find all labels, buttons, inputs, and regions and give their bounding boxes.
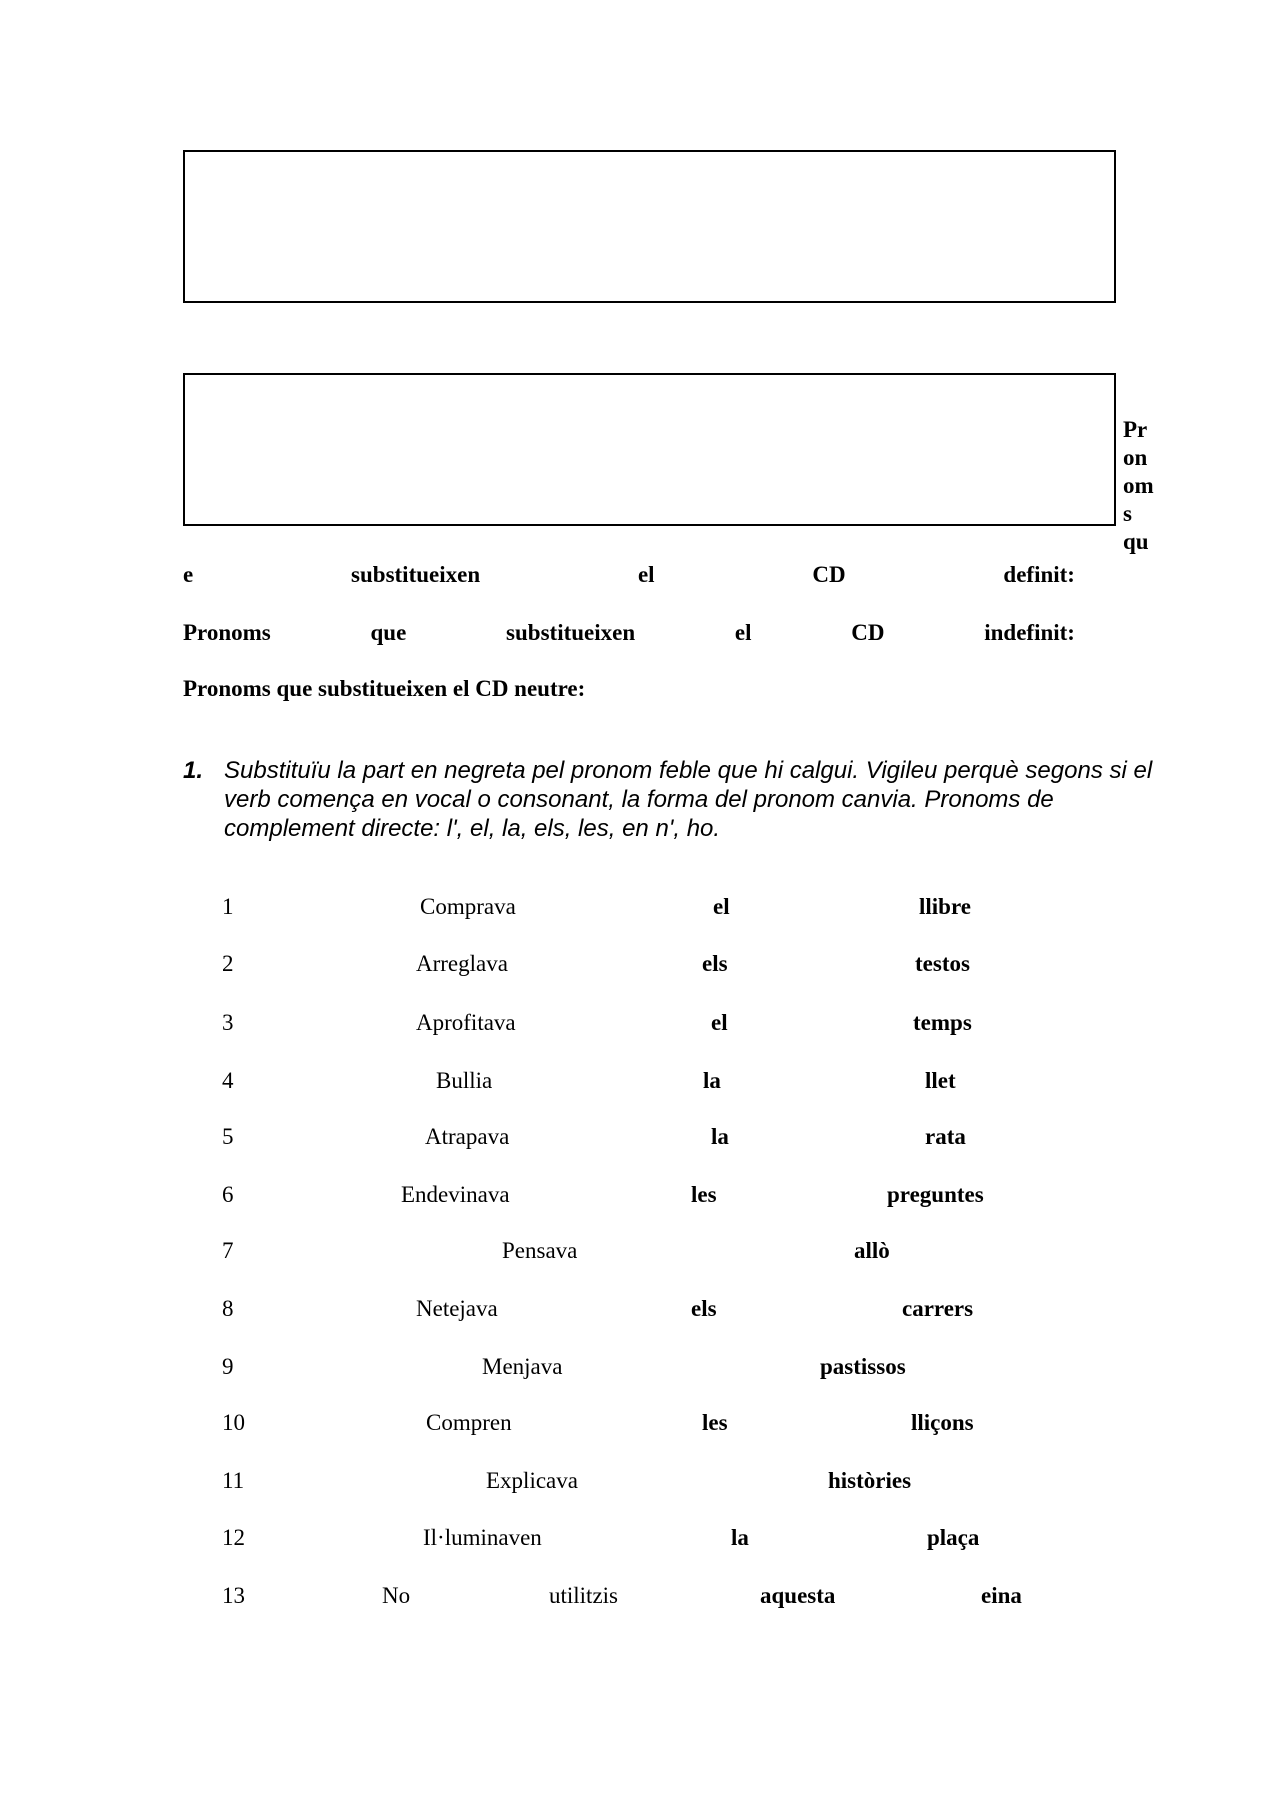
- neutre-heading: Pronoms que substitueixen el CD neutre:: [183, 676, 586, 701]
- fragment-line: s: [1123, 501, 1132, 526]
- fragment-line: on: [1123, 445, 1148, 470]
- word: CD: [812, 562, 846, 587]
- item-determiner: aquesta: [760, 1583, 836, 1608]
- item-verb: Menjava: [482, 1354, 563, 1379]
- item-determiner: la: [711, 1124, 729, 1149]
- exercise-number: 1.: [183, 757, 204, 784]
- item-verb: utilitzis: [549, 1583, 618, 1608]
- item-determiner: la: [731, 1525, 749, 1550]
- item-number: 9: [222, 1354, 234, 1379]
- item-number: 5: [222, 1124, 234, 1149]
- item-number: 12: [222, 1525, 245, 1550]
- word: definit:: [1003, 562, 1075, 587]
- item-verb: Il·luminaven: [423, 1525, 542, 1550]
- item-number: 3: [222, 1010, 234, 1035]
- item-noun: testos: [915, 951, 970, 976]
- item-noun: plaça: [927, 1525, 980, 1550]
- item-determiner: les: [691, 1182, 717, 1207]
- item-noun: pastissos: [820, 1354, 906, 1379]
- wrapped-heading-fragment: [1123, 416, 1163, 556]
- word: indefinit:: [984, 620, 1075, 645]
- fragment-line: Pr: [1123, 417, 1148, 442]
- item-verb: Comprava: [420, 894, 516, 919]
- item-determiner: els: [702, 951, 728, 976]
- item-determiner: les: [702, 1410, 728, 1435]
- item-determiner: el: [711, 1010, 728, 1035]
- item-verb: Aprofitava: [416, 1010, 516, 1035]
- word: el: [637, 562, 655, 587]
- item-number: 6: [222, 1182, 234, 1207]
- item-determiner: el: [713, 894, 730, 919]
- word: e: [183, 562, 194, 587]
- item-negation: No: [382, 1583, 411, 1608]
- fragment-line: om: [1123, 473, 1154, 498]
- item-verb: Pensava: [502, 1238, 578, 1263]
- item-number: 13: [222, 1583, 245, 1608]
- word: substitueixen: [351, 562, 481, 587]
- item-number: 11: [222, 1468, 245, 1493]
- item-noun: allò: [854, 1238, 890, 1263]
- item-noun: lliçons: [911, 1410, 974, 1435]
- item-verb: Netejava: [416, 1296, 498, 1321]
- item-verb: Endevinava: [401, 1182, 510, 1207]
- indefinit-heading: [183, 619, 1075, 647]
- item-number: 10: [222, 1410, 245, 1435]
- item-noun: històries: [828, 1468, 912, 1493]
- item-noun: llibre: [919, 894, 971, 919]
- item-verb: Explicava: [486, 1468, 578, 1493]
- item-noun: eina: [981, 1583, 1022, 1608]
- item-number: 8: [222, 1296, 234, 1321]
- item-verb: Compren: [426, 1410, 512, 1435]
- item-determiner: els: [691, 1296, 717, 1321]
- instruction-text: Substituïu la part en negreta pel pronom feble que hi calgui. Vigileu perquè segons si el verb comença en vocal o consonant, la forma del pronom canvia. Pronoms de complement directe: l', el, la, els, les, en n', ho.: [224, 757, 1153, 842]
- word: Pronoms: [183, 620, 271, 645]
- item-noun: carrers: [902, 1296, 974, 1321]
- fragment-line: qu: [1123, 529, 1149, 554]
- answer-box-2: [183, 373, 1116, 526]
- word: que: [370, 620, 407, 645]
- item-noun: temps: [913, 1010, 972, 1035]
- answer-box-1: [183, 150, 1116, 303]
- exercise-instruction: [183, 756, 1173, 843]
- item-noun: rata: [925, 1124, 966, 1149]
- definit-heading: [183, 561, 1075, 589]
- item-noun: preguntes: [887, 1182, 984, 1207]
- item-verb: Atrapava: [425, 1124, 510, 1149]
- item-noun: llet: [925, 1068, 956, 1093]
- word: substitueixen: [506, 620, 636, 645]
- word: el: [734, 620, 752, 645]
- item-determiner: la: [703, 1068, 721, 1093]
- item-number: 4: [222, 1068, 234, 1093]
- item-verb: Arreglava: [416, 951, 508, 976]
- word: CD: [851, 620, 885, 645]
- item-number: 7: [222, 1238, 234, 1263]
- item-verb: Bullia: [436, 1068, 493, 1093]
- item-number: 1: [222, 894, 234, 919]
- item-number: 2: [222, 951, 234, 976]
